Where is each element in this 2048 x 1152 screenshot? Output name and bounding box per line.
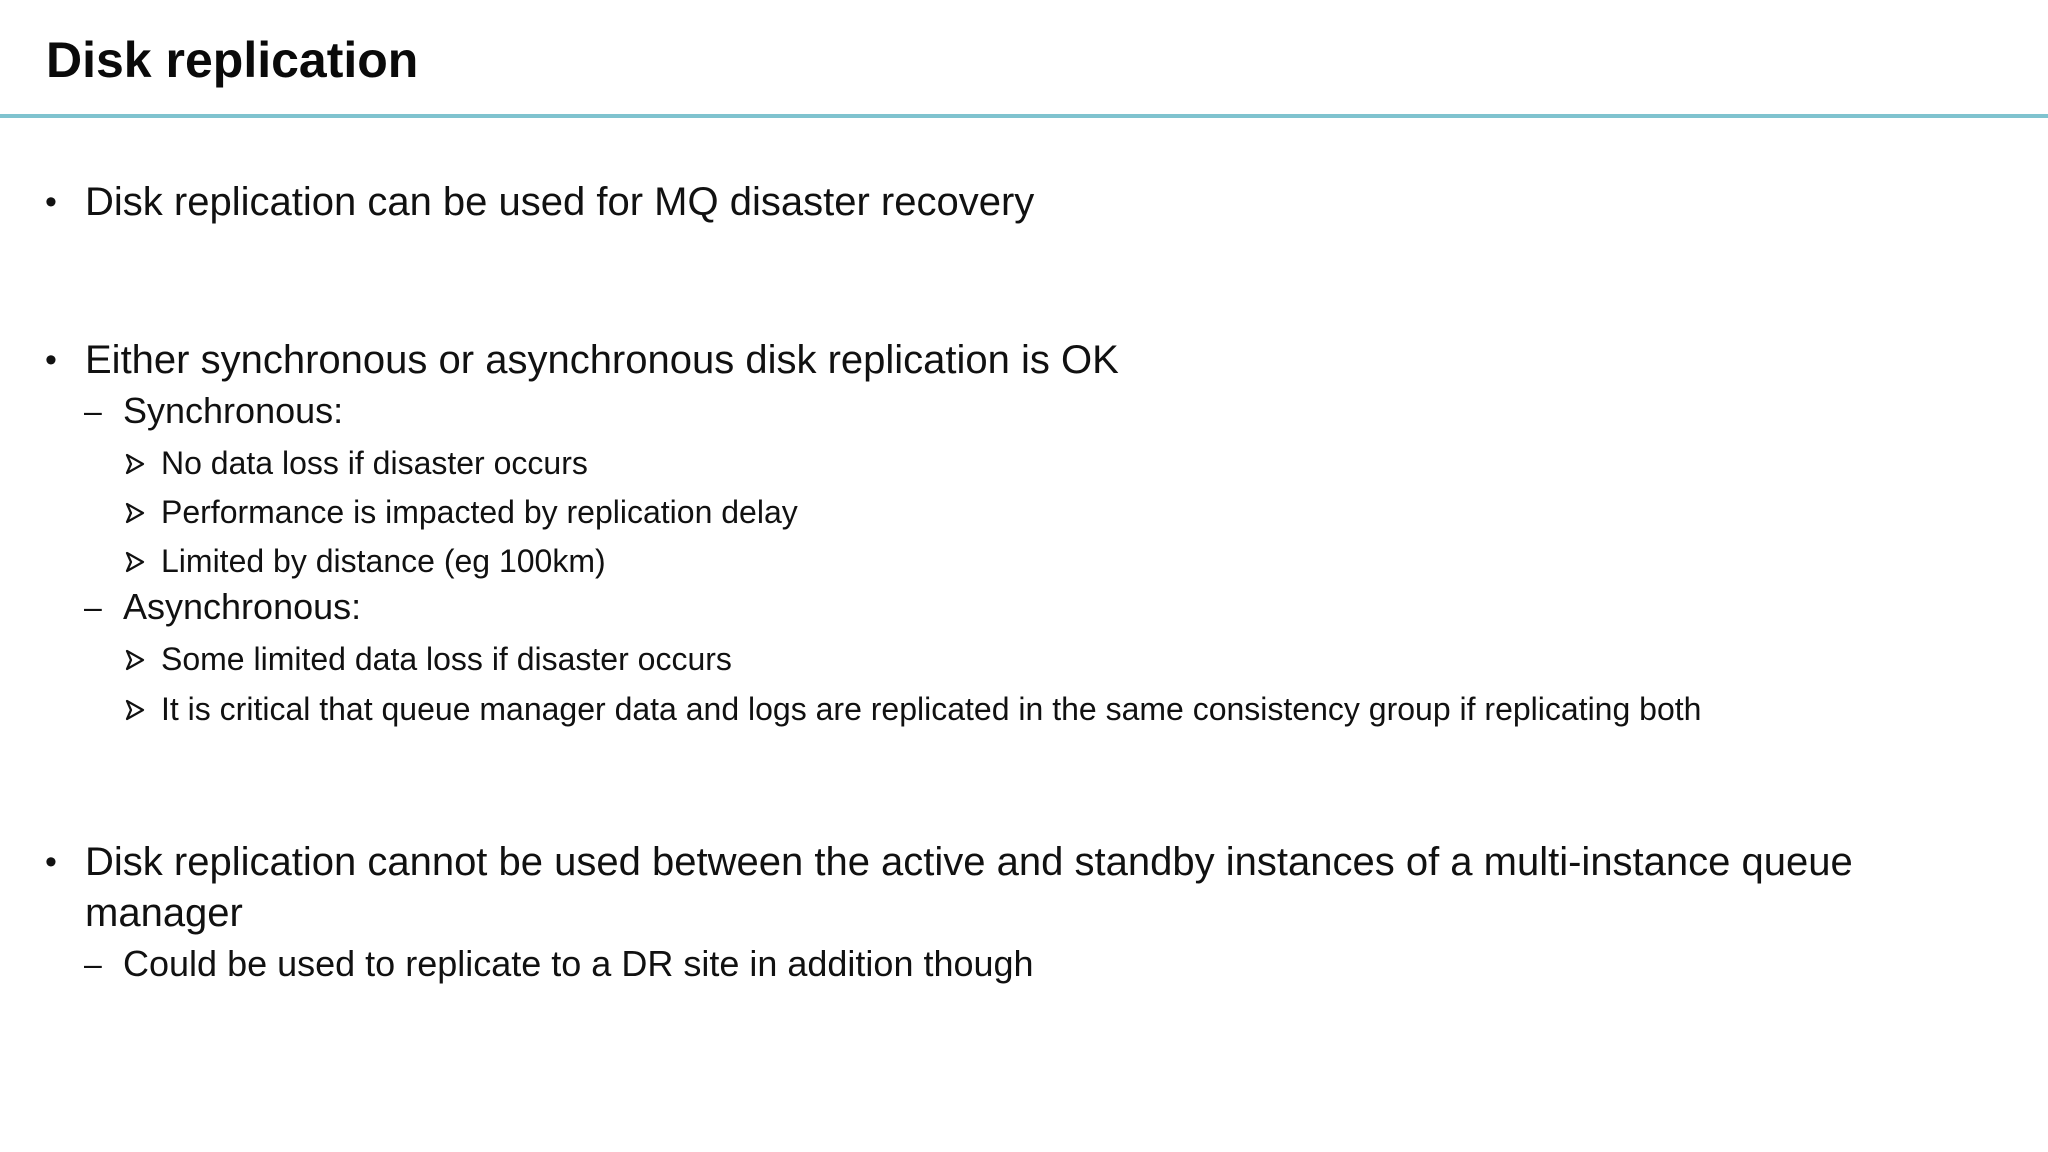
dash-marker: – xyxy=(84,393,102,429)
bullet-item-continuation xyxy=(0,888,2048,938)
arrow-bullet-icon xyxy=(125,551,145,573)
sub-sub-bullet-item xyxy=(0,688,2048,730)
bullet-item xyxy=(0,335,2048,385)
bullet-marker: • xyxy=(45,183,57,221)
bullet-text: Disk replication can be used for MQ disaster recovery xyxy=(85,180,1035,224)
sub-bullet-text: Synchronous: xyxy=(123,390,344,431)
sub-bullet-item xyxy=(0,941,2048,987)
sub-bullet-text: Could be used to replicate to a DR site in addition though xyxy=(123,943,1034,984)
bullet-marker: • xyxy=(45,341,57,379)
sub-sub-bullet-text: Limited by distance (eg 100km) xyxy=(161,543,606,579)
dash-marker: – xyxy=(84,589,102,625)
sub-bullet-item xyxy=(0,388,2048,434)
sub-sub-bullet-item xyxy=(0,540,2048,582)
bullet-marker: • xyxy=(45,843,57,881)
sub-sub-bullet-item xyxy=(0,442,2048,484)
sub-sub-bullet-item xyxy=(0,491,2048,533)
bullet-text: Either synchronous or asynchronous disk replication is OK xyxy=(85,338,1119,382)
sub-sub-bullet-text: Performance is impacted by replication delay xyxy=(161,494,798,530)
dash-marker: – xyxy=(84,946,102,982)
arrow-bullet-icon xyxy=(125,699,145,721)
sub-sub-bullet-text: It is critical that queue manager data and logs are replicated in the same consistency group if replicating both xyxy=(161,691,1702,727)
bullet-text: Disk replication cannot be used between the active and standby instances of a multi-instance queue xyxy=(85,840,1853,884)
slide-title: Disk replication xyxy=(46,32,419,88)
bullet-item xyxy=(0,837,2048,887)
arrow-bullet-icon xyxy=(125,453,145,475)
sub-sub-bullet-text: Some limited data loss if disaster occurs xyxy=(161,641,732,677)
bullet-item xyxy=(0,177,2048,227)
sub-bullet-item xyxy=(0,584,2048,630)
arrow-bullet-icon xyxy=(125,502,145,524)
sub-sub-bullet-text: No data loss if disaster occurs xyxy=(161,445,588,481)
sub-bullet-text: Asynchronous: xyxy=(123,586,362,627)
sub-sub-bullet-item xyxy=(0,638,2048,680)
arrow-bullet-icon xyxy=(125,649,145,671)
bullet-text: manager xyxy=(85,891,243,935)
